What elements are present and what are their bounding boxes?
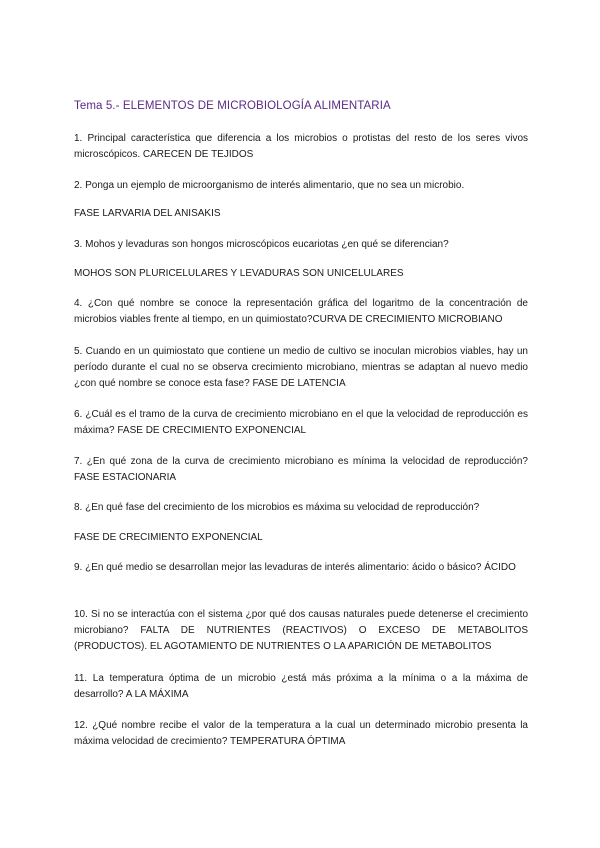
document-title: Tema 5.- ELEMENTOS DE MICROBIOLOGÍA ALIMENTARIA: [74, 100, 391, 112]
question-8: 8. ¿En qué fase del crecimiento de los microbios es máxima su velocidad de reproducción?: [74, 502, 480, 513]
question-4: 4. ¿Con qué nombre se conoce la representación gráfica del logaritmo de la concentración de microbios viables frente al tiempo, en un quimiostato?CURVA DE CRECIMIENTO MICROBIANO: [74, 298, 528, 325]
question-5: 5. Cuando en un quimiostato que contiene un medio de cultivo se inoculan microbios viables, hay un período durante el cual no se observa crecimiento microbiano, mientras se adaptan al nuevo medio ¿con qué nombre se conoce esta fase? FASE DE LATENCIA: [74, 346, 528, 389]
question-12: 12. ¿Qué nombre recibe el valor de la temperatura a la cual un determinado microbio presenta la máxima velocidad de crecimiento? TEMPERATURA ÓPTIMA: [74, 720, 528, 747]
question-7: 7. ¿En qué zona de la curva de crecimiento microbiano es mínima la velocidad de reproducción? FASE ESTACIONARIA: [74, 456, 528, 483]
question-10: 10. Si no se interactúa con el sistema ¿por qué dos causas naturales puede detenerse el crecimiento microbiano? FALTA DE NUTRIENTES (REACTIVOS) O EXCESO DE METABOLITOS (PRODUCTOS). EL AGOTAMIENTO DE NUTRIENTES O LA APARICIÓN DE METABOLITOS: [74, 609, 528, 652]
question-1: 1. Principal característica que diferencia a los microbios o protistas del resto de los seres vivos microscópicos. CARECEN DE TEJIDOS: [74, 133, 528, 160]
answer-2: FASE LARVARIA DEL ANISAKIS: [74, 208, 221, 219]
answer-8: FASE DE CRECIMIENTO EXPONENCIAL: [74, 532, 263, 543]
question-9: 9. ¿En qué medio se desarrollan mejor las levaduras de interés alimentario: ácido o básico? ÁCIDO: [74, 562, 516, 573]
question-2: 2. Ponga un ejemplo de microorganismo de interés alimentario, que no sea un microbio.: [74, 180, 465, 191]
question-11: 11. La temperatura óptima de un microbio ¿está más próxima a la mínima o a la máxima de desarrollo? A LA MÁXIMA: [74, 673, 528, 700]
question-3: 3. Mohos y levaduras son hongos microscópicos eucariotas ¿en qué se diferencian?: [74, 239, 449, 250]
answer-3: MOHOS SON PLURICELULARES Y LEVADURAS SON UNICELULARES: [74, 268, 404, 279]
question-6: 6. ¿Cuál es el tramo de la curva de crecimiento microbiano en el que la velocidad de reproducción es máxima? FASE DE CRECIMIENTO EXPONENCIAL: [74, 409, 528, 436]
